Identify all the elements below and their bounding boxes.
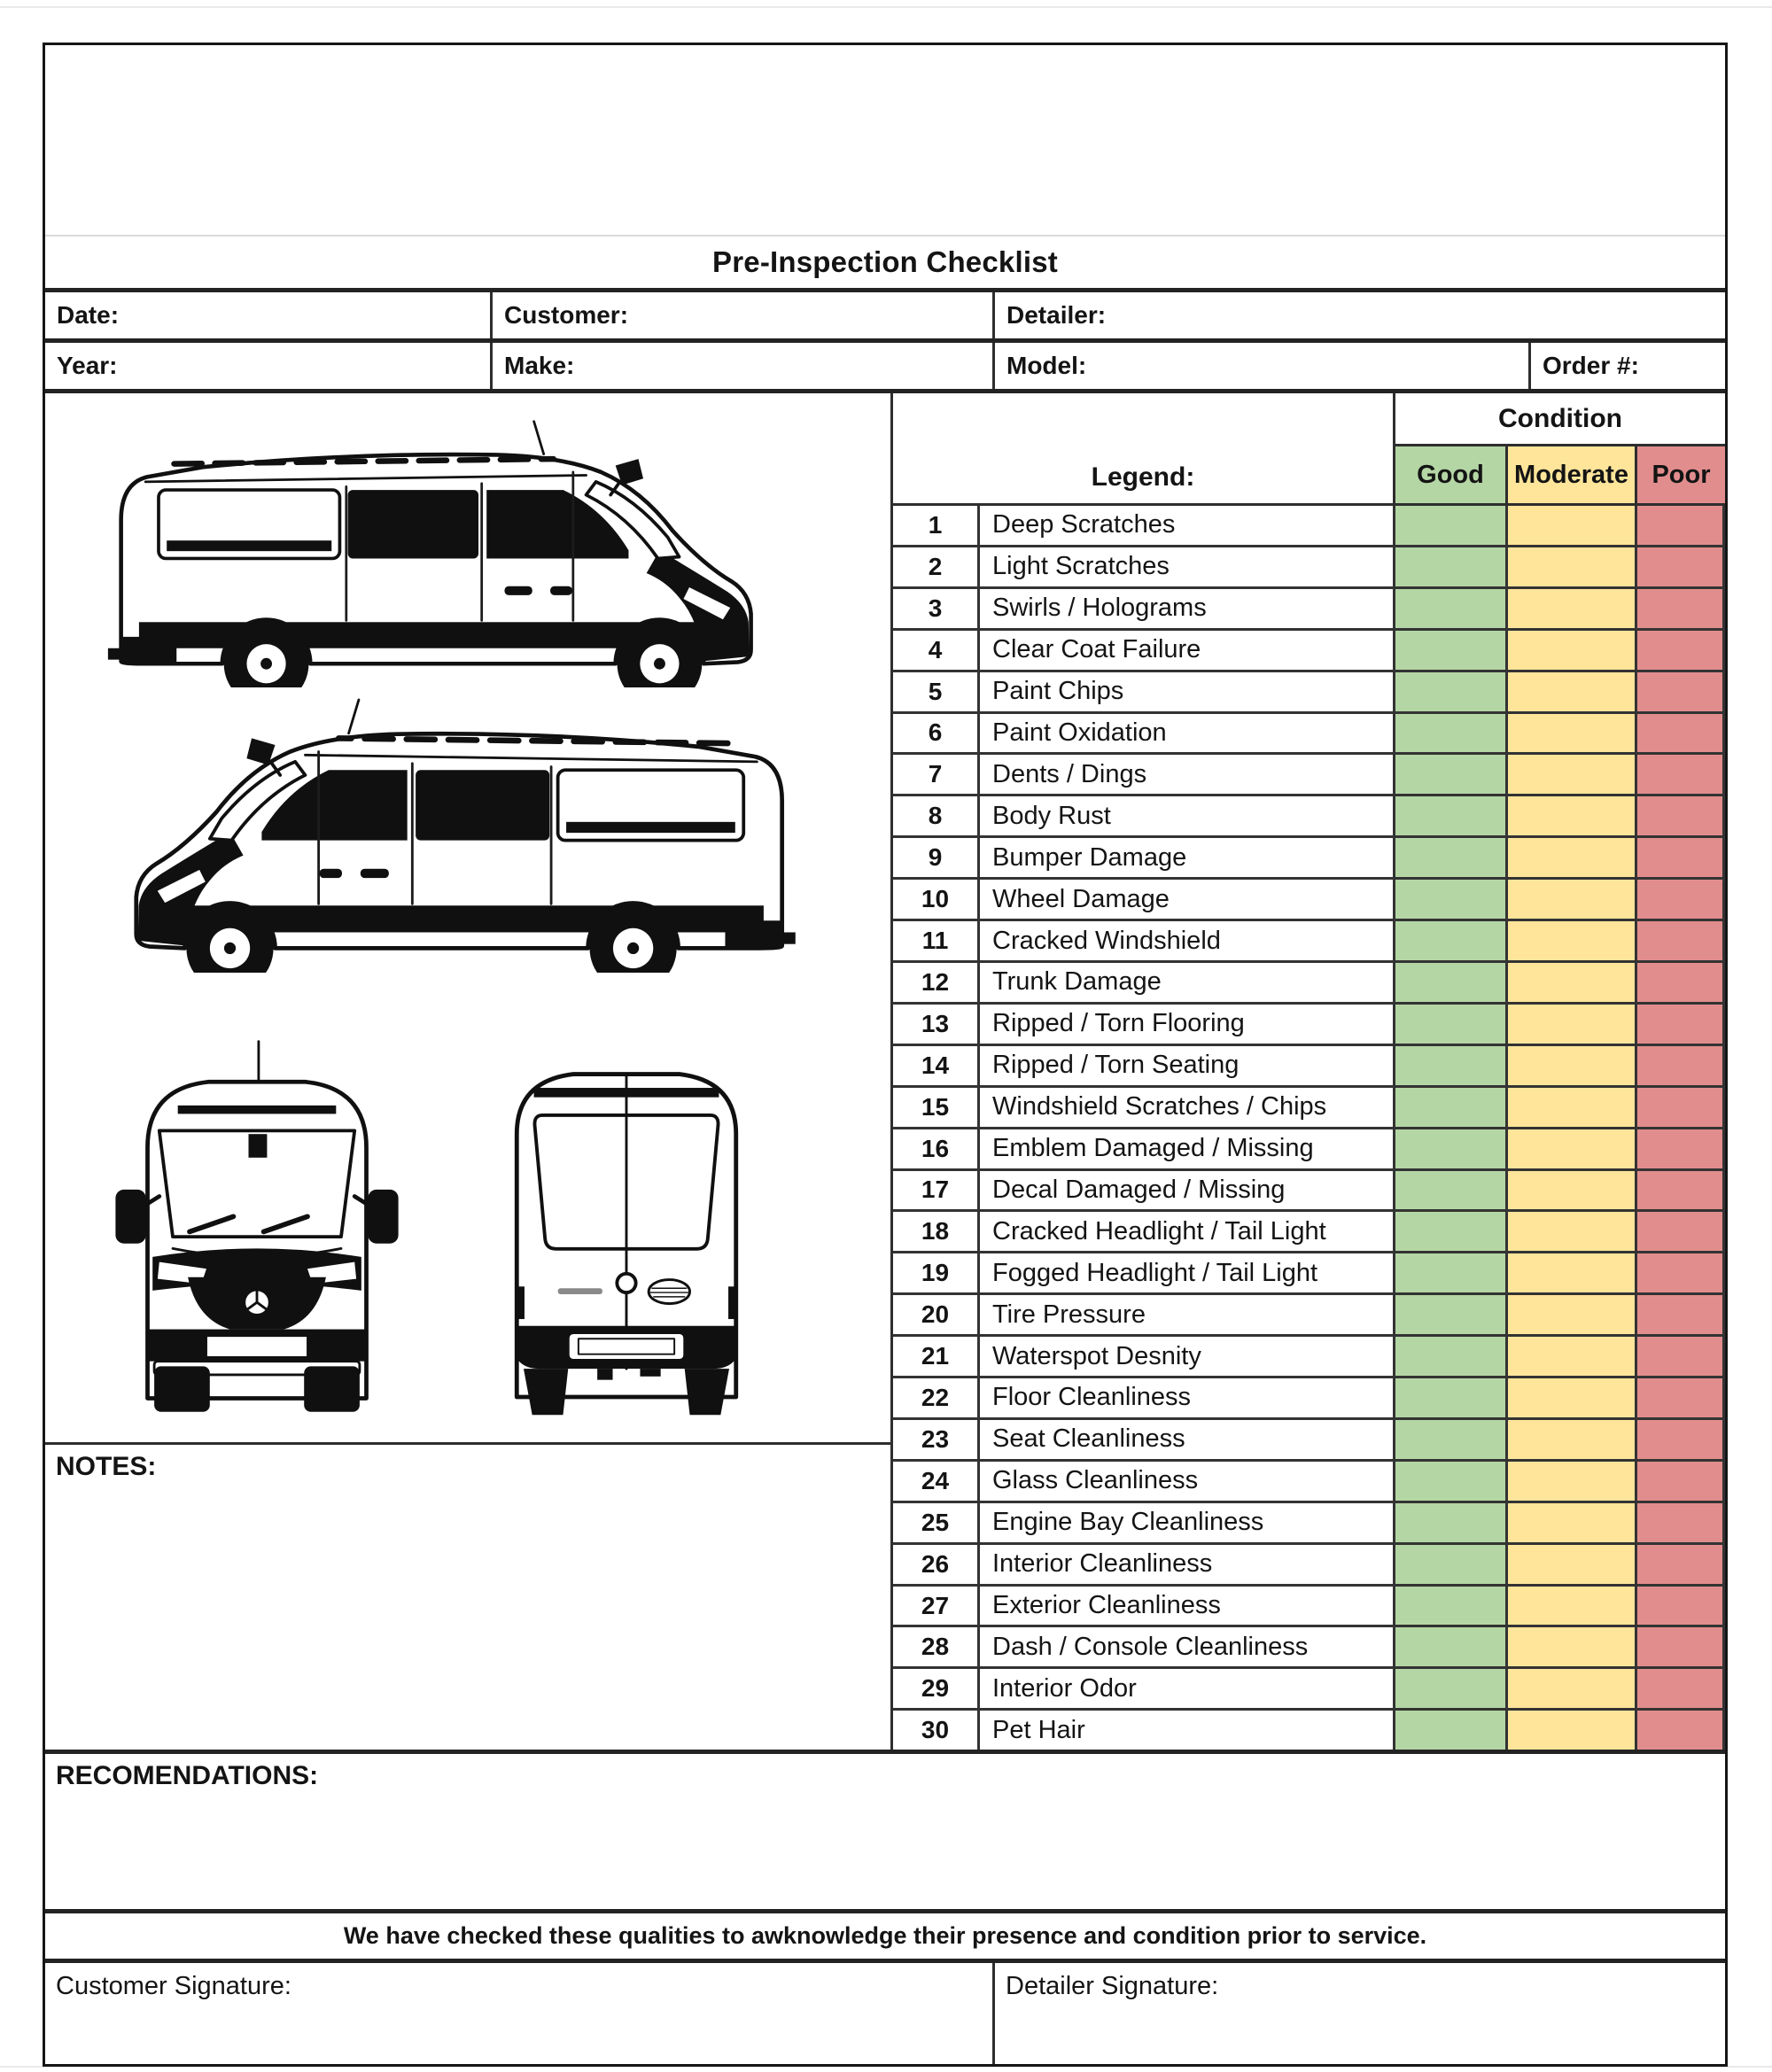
item-label: Wheel Damage xyxy=(980,880,1395,919)
item-number: 17 xyxy=(893,1171,980,1210)
date-field[interactable] xyxy=(45,292,493,338)
item-label: Windshield Scratches / Chips xyxy=(980,1088,1395,1127)
checklist-row xyxy=(893,1295,1725,1337)
date-input-area[interactable] xyxy=(119,292,490,338)
condition-cell-poor[interactable] xyxy=(1637,796,1725,835)
condition-column-headers xyxy=(1395,446,1725,503)
item-number: 12 xyxy=(893,963,980,1002)
condition-cell-good[interactable] xyxy=(1395,1420,1508,1459)
item-number: 18 xyxy=(893,1212,980,1251)
condition-cell-good[interactable] xyxy=(1395,1046,1508,1085)
item-label: Ripped / Torn Seating xyxy=(980,1046,1395,1085)
condition-cell-good[interactable] xyxy=(1395,589,1508,628)
checklist-row xyxy=(893,714,1725,756)
checklist-rows xyxy=(893,506,1725,1750)
condition-title: Condition xyxy=(1395,393,1725,446)
item-label: Glass Cleanliness xyxy=(980,1462,1395,1501)
condition-cell-moderate[interactable] xyxy=(1508,1212,1637,1251)
item-number: 13 xyxy=(893,1005,980,1044)
item-label: Dash / Console Cleanliness xyxy=(980,1627,1395,1666)
condition-cell-good[interactable] xyxy=(1395,1462,1508,1501)
condition-cell-moderate[interactable] xyxy=(1508,1669,1637,1708)
item-label: Clear Coat Failure xyxy=(980,631,1395,670)
condition-cell-moderate[interactable] xyxy=(1508,1711,1637,1750)
condition-cell-good[interactable] xyxy=(1395,1711,1508,1750)
condition-cell-poor[interactable] xyxy=(1637,672,1725,711)
van-front-diagram xyxy=(105,1036,408,1424)
condition-cell-good[interactable] xyxy=(1395,1088,1508,1127)
checklist-row xyxy=(893,838,1725,880)
customer-label: Customer: xyxy=(504,301,629,329)
notes-area[interactable] xyxy=(45,1445,890,1750)
checklist-row xyxy=(893,1627,1725,1669)
condition-cell-poor[interactable] xyxy=(1637,1503,1725,1542)
condition-cell-poor[interactable] xyxy=(1637,714,1725,753)
condition-cell-good[interactable] xyxy=(1395,921,1508,960)
condition-cell-moderate[interactable] xyxy=(1508,506,1637,545)
condition-cell-moderate[interactable] xyxy=(1508,838,1637,877)
item-label: Fogged Headlight / Tail Light xyxy=(980,1253,1395,1292)
item-label: Decal Damaged / Missing xyxy=(980,1171,1395,1210)
condition-cell-poor[interactable] xyxy=(1637,1627,1725,1666)
item-number: 2 xyxy=(893,547,980,586)
condition-cell-poor[interactable] xyxy=(1637,631,1725,670)
condition-cell-good[interactable] xyxy=(1395,1503,1508,1542)
acknowledgement-row xyxy=(45,1913,1725,1963)
item-label: Floor Cleanliness xyxy=(980,1378,1395,1417)
item-number: 28 xyxy=(893,1627,980,1666)
condition-cell-moderate[interactable] xyxy=(1508,1545,1637,1584)
checklist-row xyxy=(893,1545,1725,1587)
condition-cell-poor[interactable] xyxy=(1637,1378,1725,1417)
condition-cell-poor[interactable] xyxy=(1637,755,1725,794)
order-number-field[interactable] xyxy=(1531,343,1639,389)
condition-cell-good[interactable] xyxy=(1395,963,1508,1002)
condition-cell-poor[interactable] xyxy=(1637,1253,1725,1292)
condition-cell-poor[interactable] xyxy=(1637,589,1725,628)
year-label: Year: xyxy=(57,352,118,379)
condition-cell-poor[interactable] xyxy=(1637,1545,1725,1584)
detailer-signature-field[interactable] xyxy=(995,1963,1725,2064)
condition-cell-poor[interactable] xyxy=(1637,1005,1725,1044)
condition-cell-poor[interactable] xyxy=(1637,1129,1725,1168)
checklist-row xyxy=(893,963,1725,1005)
condition-cell-good[interactable] xyxy=(1395,1337,1508,1376)
condition-cell-poor[interactable] xyxy=(1637,1046,1725,1085)
checklist-row xyxy=(893,1711,1725,1750)
date-label: Date: xyxy=(57,301,120,329)
item-number: 5 xyxy=(893,672,980,711)
condition-cell-poor[interactable] xyxy=(1637,880,1725,919)
condition-cell-good[interactable] xyxy=(1395,1005,1508,1044)
recommendations-label: RECOMENDATIONS: xyxy=(56,1761,319,1790)
item-number: 6 xyxy=(893,714,980,753)
page-title: Pre-Inspection Checklist xyxy=(712,245,1058,278)
item-label: Cracked Headlight / Tail Light xyxy=(980,1212,1395,1251)
item-label: Interior Cleanliness xyxy=(980,1545,1395,1584)
legend-header-cell xyxy=(893,393,1395,503)
item-number: 30 xyxy=(893,1711,980,1750)
recommendations-area[interactable] xyxy=(45,1754,1725,1913)
item-label: Engine Bay Cleanliness xyxy=(980,1503,1395,1542)
condition-cell-poor[interactable] xyxy=(1637,1212,1725,1251)
condition-cell-poor[interactable] xyxy=(1637,506,1725,545)
item-number: 10 xyxy=(893,880,980,919)
checklist-row xyxy=(893,1005,1725,1046)
letterhead-blank-area xyxy=(45,45,1725,237)
condition-cell-poor[interactable] xyxy=(1637,1462,1725,1501)
customer-input-area[interactable] xyxy=(628,292,992,338)
legend-label: Legend: xyxy=(1091,462,1195,492)
condition-cell-moderate[interactable] xyxy=(1508,963,1637,1002)
detailer-label: Detailer: xyxy=(1006,301,1107,329)
condition-cell-moderate[interactable] xyxy=(1508,1295,1637,1334)
item-number: 21 xyxy=(893,1337,980,1376)
checklist-row xyxy=(893,1129,1725,1171)
moderate-column-header: Moderate xyxy=(1508,446,1637,503)
item-number: 27 xyxy=(893,1587,980,1626)
van-rear-diagram xyxy=(472,1033,781,1427)
item-label: Tire Pressure xyxy=(980,1295,1395,1334)
checklist-row xyxy=(893,506,1725,547)
item-label: Paint Chips xyxy=(980,672,1395,711)
condition-cell-good[interactable] xyxy=(1395,1129,1508,1168)
condition-cell-poor[interactable] xyxy=(1637,547,1725,586)
condition-cell-poor[interactable] xyxy=(1637,1337,1725,1376)
item-label: Interior Odor xyxy=(980,1669,1395,1708)
customer-field[interactable] xyxy=(493,292,995,338)
detailer-field[interactable] xyxy=(995,292,1106,338)
condition-cell-moderate[interactable] xyxy=(1508,1378,1637,1417)
detailer-signature-label: Detailer Signature: xyxy=(1006,1972,1219,2000)
checklist-row xyxy=(893,1088,1725,1129)
item-label: Bumper Damage xyxy=(980,838,1395,877)
condition-cell-good[interactable] xyxy=(1395,1669,1508,1708)
checklist-row xyxy=(893,1669,1725,1711)
signature-row xyxy=(45,1963,1725,2064)
checklist-row xyxy=(893,1378,1725,1420)
condition-cell-good[interactable] xyxy=(1395,1171,1508,1210)
vehicle-diagram-column xyxy=(45,393,893,1750)
header-row-2 xyxy=(45,343,1725,393)
item-number: 22 xyxy=(893,1378,980,1417)
checklist-table xyxy=(893,393,1725,1750)
year-input-area[interactable] xyxy=(118,343,491,389)
checklist-row xyxy=(893,589,1725,631)
item-number: 20 xyxy=(893,1295,980,1334)
condition-cell-poor[interactable] xyxy=(1637,1088,1725,1127)
condition-cell-good[interactable] xyxy=(1395,506,1508,545)
make-label: Make: xyxy=(504,352,575,379)
item-label: Pet Hair xyxy=(980,1711,1395,1750)
checklist-row xyxy=(893,1587,1725,1628)
condition-cell-good[interactable] xyxy=(1395,631,1508,670)
item-number: 3 xyxy=(893,589,980,628)
form-border xyxy=(43,43,1728,2067)
condition-cell-moderate[interactable] xyxy=(1508,631,1637,670)
item-label: Light Scratches xyxy=(980,547,1395,586)
condition-cell-moderate[interactable] xyxy=(1508,1462,1637,1501)
item-label: Emblem Damaged / Missing xyxy=(980,1129,1395,1168)
checklist-row xyxy=(893,672,1725,714)
good-column-header: Good xyxy=(1395,446,1508,503)
vehicle-diagrams-area[interactable] xyxy=(45,393,890,1445)
van-side-right-diagram xyxy=(97,418,798,687)
condition-cell-moderate[interactable] xyxy=(1508,672,1637,711)
poor-column-header: Poor xyxy=(1637,446,1725,503)
item-number: 8 xyxy=(893,796,980,835)
checklist-row xyxy=(893,1253,1725,1295)
condition-cell-good[interactable] xyxy=(1395,1545,1508,1584)
condition-cell-good[interactable] xyxy=(1395,547,1508,586)
main-region xyxy=(45,393,1725,1754)
condition-cell-poor[interactable] xyxy=(1637,1669,1725,1708)
item-label: Exterior Cleanliness xyxy=(980,1587,1395,1626)
condition-header xyxy=(1395,393,1725,503)
customer-signature-label: Customer Signature: xyxy=(56,1972,291,2000)
condition-cell-poor[interactable] xyxy=(1637,921,1725,960)
page-top-edge-line xyxy=(0,6,1772,8)
item-number: 9 xyxy=(893,838,980,877)
condition-cell-poor[interactable] xyxy=(1637,963,1725,1002)
condition-cell-moderate[interactable] xyxy=(1508,1253,1637,1292)
condition-cell-moderate[interactable] xyxy=(1508,880,1637,919)
item-label: Ripped / Torn Flooring xyxy=(980,1005,1395,1044)
item-number: 15 xyxy=(893,1088,980,1127)
item-number: 24 xyxy=(893,1462,980,1501)
make-field[interactable] xyxy=(493,343,995,389)
acknowledgement-text: We have checked these qualities to awknowledge their presence and condition prior to service. xyxy=(343,1922,1427,1949)
condition-cell-poor[interactable] xyxy=(1637,1587,1725,1626)
condition-cell-good[interactable] xyxy=(1395,838,1508,877)
title-row xyxy=(45,237,1725,292)
van-side-left-diagram xyxy=(88,696,807,973)
condition-cell-poor[interactable] xyxy=(1637,838,1725,877)
checklist-row xyxy=(893,1046,1725,1088)
item-number: 7 xyxy=(893,755,980,794)
condition-cell-good[interactable] xyxy=(1395,672,1508,711)
condition-cell-poor[interactable] xyxy=(1637,1295,1725,1334)
condition-cell-moderate[interactable] xyxy=(1508,796,1637,835)
condition-cell-moderate[interactable] xyxy=(1508,1171,1637,1210)
checklist-row xyxy=(893,1171,1725,1213)
condition-cell-good[interactable] xyxy=(1395,796,1508,835)
item-label: Dents / Dings xyxy=(980,755,1395,794)
item-label: Swirls / Holograms xyxy=(980,589,1395,628)
condition-cell-good[interactable] xyxy=(1395,755,1508,794)
model-label: Model: xyxy=(1006,352,1087,379)
condition-cell-poor[interactable] xyxy=(1637,1171,1725,1210)
condition-cell-moderate[interactable] xyxy=(1508,755,1637,794)
checklist-row xyxy=(893,1212,1725,1253)
item-number: 26 xyxy=(893,1545,980,1584)
checklist-row xyxy=(893,755,1725,796)
condition-cell-moderate[interactable] xyxy=(1508,1337,1637,1376)
item-number: 23 xyxy=(893,1420,980,1459)
checklist-row xyxy=(893,1503,1725,1545)
checklist-row xyxy=(893,880,1725,921)
item-label: Paint Oxidation xyxy=(980,714,1395,753)
condition-cell-moderate[interactable] xyxy=(1508,1005,1637,1044)
order-number-label: Order #: xyxy=(1543,352,1639,379)
checklist-header xyxy=(893,393,1725,506)
condition-cell-moderate[interactable] xyxy=(1508,1046,1637,1085)
item-number: 25 xyxy=(893,1503,980,1542)
item-label: Waterspot Desnity xyxy=(980,1337,1395,1376)
condition-cell-moderate[interactable] xyxy=(1508,547,1637,586)
condition-cell-good[interactable] xyxy=(1395,714,1508,753)
condition-cell-moderate[interactable] xyxy=(1508,1420,1637,1459)
checklist-row xyxy=(893,921,1725,963)
condition-cell-good[interactable] xyxy=(1395,1627,1508,1666)
item-number: 14 xyxy=(893,1046,980,1085)
model-input-area[interactable] xyxy=(1086,343,1528,389)
condition-cell-good[interactable] xyxy=(1395,1378,1508,1417)
condition-cell-good[interactable] xyxy=(1395,1212,1508,1251)
item-number: 16 xyxy=(893,1129,980,1168)
model-field[interactable] xyxy=(995,343,1531,389)
condition-cell-good[interactable] xyxy=(1395,880,1508,919)
item-number: 4 xyxy=(893,631,980,670)
condition-cell-moderate[interactable] xyxy=(1508,921,1637,960)
item-number: 11 xyxy=(893,921,980,960)
condition-cell-moderate[interactable] xyxy=(1508,714,1637,753)
item-number: 19 xyxy=(893,1253,980,1292)
condition-cell-moderate[interactable] xyxy=(1508,1587,1637,1626)
condition-cell-good[interactable] xyxy=(1395,1587,1508,1626)
header-row-1 xyxy=(45,292,1725,343)
checklist-row xyxy=(893,1337,1725,1378)
checklist-row xyxy=(893,547,1725,589)
checklist-row xyxy=(893,1420,1725,1462)
item-label: Seat Cleanliness xyxy=(980,1420,1395,1459)
item-number: 1 xyxy=(893,506,980,545)
condition-cell-good[interactable] xyxy=(1395,1253,1508,1292)
make-input-area[interactable] xyxy=(574,343,992,389)
condition-cell-moderate[interactable] xyxy=(1508,589,1637,628)
condition-cell-moderate[interactable] xyxy=(1508,1503,1637,1542)
notes-label: NOTES: xyxy=(56,1452,157,1481)
item-number: 29 xyxy=(893,1669,980,1708)
condition-cell-moderate[interactable] xyxy=(1508,1129,1637,1168)
condition-cell-good[interactable] xyxy=(1395,1295,1508,1334)
condition-cell-moderate[interactable] xyxy=(1508,1088,1637,1127)
condition-cell-poor[interactable] xyxy=(1637,1711,1725,1750)
item-label: Cracked Windshield xyxy=(980,921,1395,960)
customer-signature-field[interactable] xyxy=(45,1963,995,2064)
item-label: Trunk Damage xyxy=(980,963,1395,1002)
item-label: Body Rust xyxy=(980,796,1395,835)
condition-cell-poor[interactable] xyxy=(1637,1420,1725,1459)
checklist-row xyxy=(893,1462,1725,1503)
year-field[interactable] xyxy=(45,343,493,389)
checklist-row xyxy=(893,631,1725,672)
item-label: Deep Scratches xyxy=(980,506,1395,545)
condition-cell-moderate[interactable] xyxy=(1508,1627,1637,1666)
checklist-row xyxy=(893,796,1725,838)
